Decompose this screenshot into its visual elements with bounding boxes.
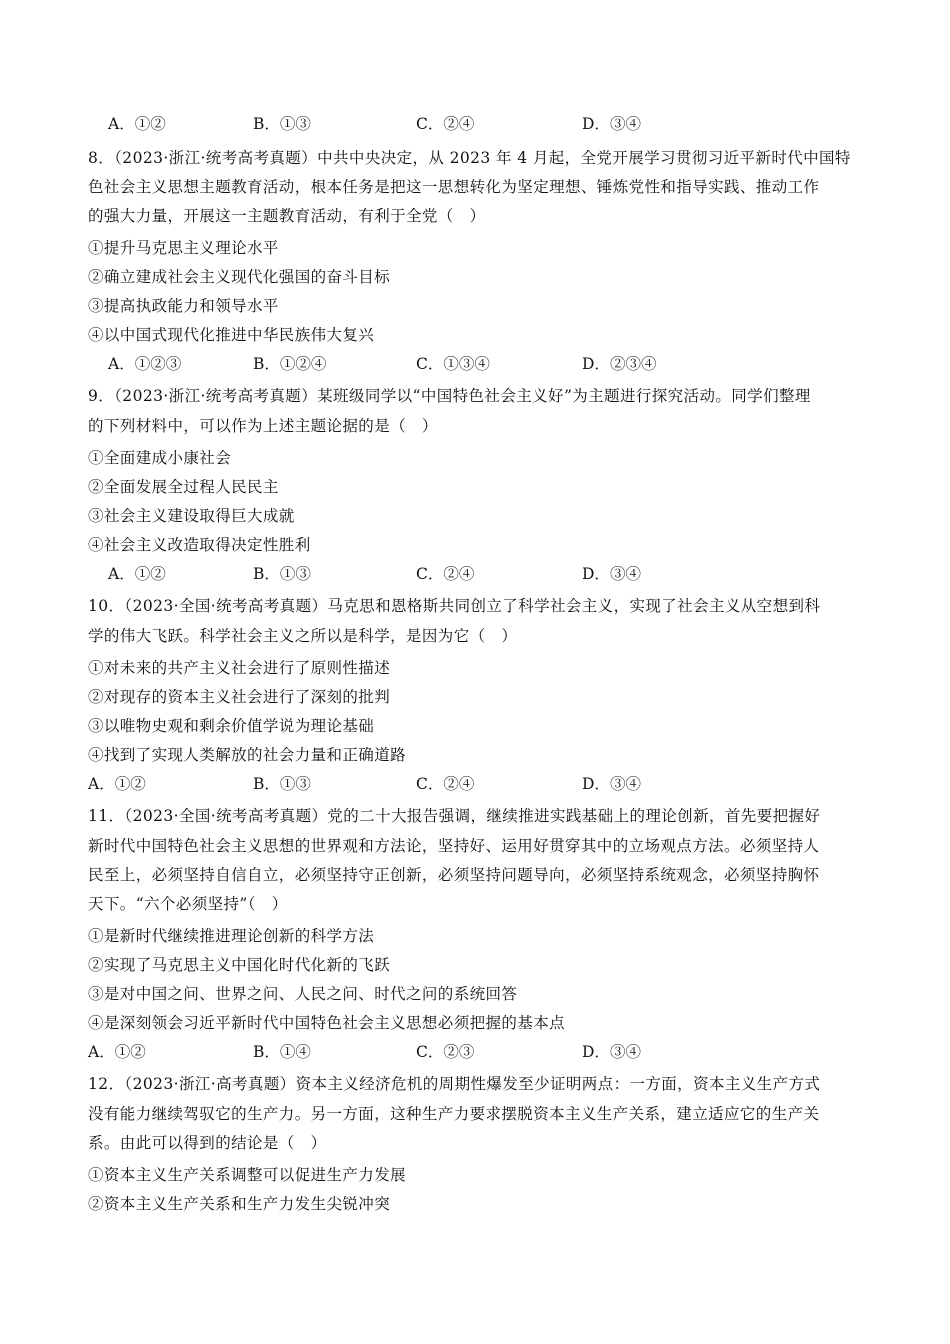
q7-option-d[interactable]: D．③④	[582, 115, 641, 133]
q9-option-a[interactable]: A．①②	[108, 565, 166, 583]
q8-item-2: ②确立建成社会主义现代化强国的奋斗目标	[88, 268, 391, 286]
q9-item-2: ②全面发展全过程人民民主	[88, 478, 279, 496]
q8-item-3: ③提高执政能力和领导水平	[88, 297, 279, 315]
q7-option-b[interactable]: B．①③	[253, 115, 311, 133]
q12-stem-line-3: 系。由此可以得到的结论是（ ）	[88, 1134, 327, 1152]
q10-option-c[interactable]: C．②④	[416, 775, 475, 793]
q11-option-d[interactable]: D．③④	[582, 1043, 641, 1061]
q8-option-c[interactable]: C．①③④	[416, 355, 490, 373]
q10-option-b[interactable]: B．①③	[253, 775, 311, 793]
q9-stem-line-1: 9．（2023·浙江·统考高考真题）某班级同学以“中国特色社会主义好”为主题进行探究活动。同学们整理	[88, 387, 811, 405]
q12-item-1: ①资本主义生产关系调整可以促进生产力发展	[88, 1166, 407, 1184]
q11-item-1: ①是新时代继续推进理论创新的科学方法	[88, 927, 375, 945]
q10-option-a[interactable]: A．①②	[88, 775, 146, 793]
q9-stem-line-2: 的下列材料中，可以作为上述主题论据的是（ ）	[88, 417, 438, 435]
q8-option-a[interactable]: A．①②③	[108, 355, 182, 373]
q9-item-1: ①全面建成小康社会	[88, 449, 232, 467]
q10-item-4: ④找到了实现人类解放的社会力量和正确道路	[88, 746, 407, 764]
q11-option-b[interactable]: B．①④	[253, 1043, 311, 1061]
q11-item-4: ④是深刻领会习近平新时代中国特色社会主义思想必须把握的基本点	[88, 1014, 566, 1032]
q10-options	[88, 770, 868, 798]
q8-item-4: ④以中国式现代化推进中华民族伟大复兴	[88, 326, 375, 344]
q8-stem-line-3: 的强大力量，开展这一主题教育活动，有利于全党（ ）	[88, 207, 486, 225]
q8-option-b[interactable]: B．①②④	[253, 355, 327, 373]
q11-option-c[interactable]: C．②③	[416, 1043, 475, 1061]
q8-option-d[interactable]: D．②③④	[582, 355, 657, 373]
q8-item-1: ①提升马克思主义理论水平	[88, 239, 279, 257]
q10-item-2: ②对现存的资本主义社会进行了深刻的批判	[88, 688, 391, 706]
q10-item-1: ①对未来的共产主义社会进行了原则性描述	[88, 659, 391, 677]
q9-option-d[interactable]: D．③④	[582, 565, 641, 583]
q11-item-2: ②实现了马克思主义中国化时代化新的飞跃	[88, 956, 391, 974]
q9-option-b[interactable]: B．①③	[253, 565, 311, 583]
q9-options	[108, 560, 888, 588]
q7-options	[108, 110, 888, 138]
q9-item-3: ③社会主义建设取得巨大成就	[88, 507, 295, 525]
q11-options	[88, 1038, 868, 1066]
q11-stem-line-2: 新时代中国特色社会主义思想的世界观和方法论，坚持好、运用好贯穿其中的立场观点方法。必须坚持人	[88, 837, 820, 855]
q8-stem-line-1: 8．（2023·浙江·统考高考真题）中共中央决定，从 2023 年 4 月起，全党开展学习贯彻习近平新时代中国特	[88, 149, 851, 167]
q7-option-a[interactable]: A．①②	[108, 115, 166, 133]
q10-item-3: ③以唯物史观和剩余价值学说为理论基础	[88, 717, 375, 735]
q10-stem-line-1: 10．（2023·全国·统考高考真题）马克思和恩格斯共同创立了科学社会主义，实现了社会主义从空想到科	[88, 597, 821, 615]
q8-stem-line-2: 色社会主义思想主题教育活动，根本任务是把这一思想转化为坚定理想、锤炼党性和指导实践、推动工作	[88, 178, 820, 196]
q9-item-4: ④社会主义改造取得决定性胜利	[88, 536, 311, 554]
q12-item-2: ②资本主义生产关系和生产力发生尖锐冲突	[88, 1195, 391, 1213]
q11-stem-line-1: 11．（2023·全国·统考高考真题）党的二十大报告强调，继续推进实践基础上的理论创新，首先要把握好	[88, 807, 821, 825]
q11-stem-line-4: 天下。“六个必须坚持”（ ）	[88, 895, 288, 913]
q12-stem-line-1: 12．（2023·浙江·高考真题）资本主义经济危机的周期性爆发至少证明两点：一方面，资本主义生产方式	[88, 1075, 821, 1093]
q7-option-c[interactable]: C．②④	[416, 115, 475, 133]
q11-option-a[interactable]: A．①②	[88, 1043, 146, 1061]
q12-stem-line-2: 没有能力继续驾驭它的生产力。另一方面，这种生产力要求摆脱资本主义生产关系，建立适应它的生产关	[88, 1105, 820, 1123]
q8-options	[108, 350, 888, 378]
q10-option-d[interactable]: D．③④	[582, 775, 641, 793]
q9-option-c[interactable]: C．②④	[416, 565, 475, 583]
q10-stem-line-2: 学的伟大飞跃。科学社会主义之所以是科学，是因为它（ ）	[88, 627, 518, 645]
q11-item-3: ③是对中国之问、世界之问、人民之问、时代之问的系统回答	[88, 985, 518, 1003]
q11-stem-line-3: 民至上，必须坚持自信自立，必须坚持守正创新，必须坚持问题导向，必须坚持系统观念，必须坚持胸怀	[88, 866, 820, 884]
